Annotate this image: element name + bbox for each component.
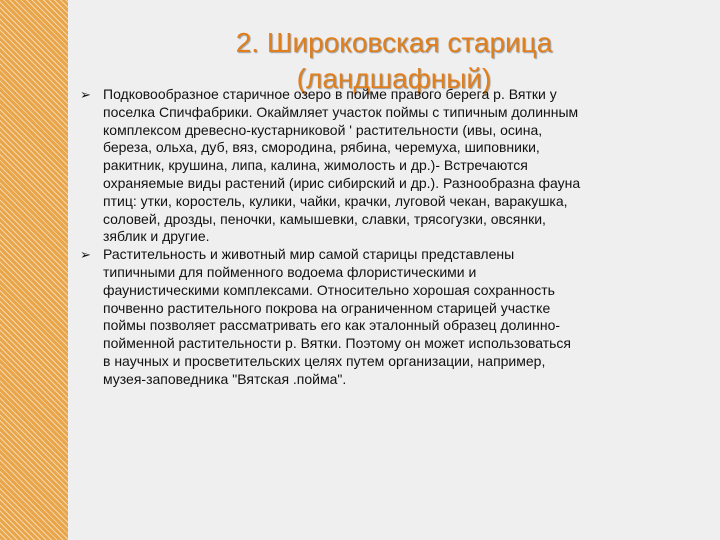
bullet-line: типичными для пойменного водоема флористическими и: [103, 263, 477, 280]
bullet-line: ракитник, крушина, липа, калина, жимолость и др.)- Встречаются: [103, 157, 528, 174]
bullet-line: Подковообразное старичное озеро в пойме правого берега р. Вятки у: [103, 86, 557, 102]
slide-title-line-1: 2. Широковская старица: [235, 26, 553, 58]
slide-content: [68, 0, 720, 540]
bullet-line: охраняемые виды растений (ирис сибирский и др.). Разнообразна фауна: [103, 174, 581, 191]
bullet-line: зяблик и другие.: [103, 228, 210, 245]
bullet-text: [103, 86, 700, 246]
bullet-line: соловей, дрозды, пеночки, камышевки, славки, трясогузки, овсянки,: [103, 210, 546, 227]
bullet-line: комплексом древесно-кустарниковой ' растительности (ивы, осина,: [103, 121, 543, 138]
arrow-bullet-icon: ➢: [80, 87, 91, 102]
bullet-line: почвенно растительного покрова на ограниченном старицей участке: [103, 299, 551, 316]
bullet-line: береза, ольха, дуб, вяз, смородина, рябина, черемуха, шиповники,: [103, 139, 540, 156]
bullet-line: поймы позволяет рассматривать его как эталонный образец долинно-: [103, 317, 561, 334]
bullet-line: музея-заповедника "Вятская .пойма".: [103, 370, 347, 387]
decorative-stripe-panel: [0, 0, 68, 540]
bullet-line: поселка Спичфабрики. Окаймляет участок поймы с типичным долинным: [103, 103, 579, 120]
slide-title-line-2: (ландшафный): [296, 62, 492, 94]
bullet-list: [80, 86, 700, 389]
bullet-item-location: [80, 86, 700, 246]
bullet-line: фаунистическими комплексами. Относительно хорошая сохранность: [103, 281, 555, 298]
arrow-bullet-icon: ➢: [80, 247, 91, 263]
bullet-line: Растительность и животный мир самой старицы представлены: [103, 246, 515, 263]
bullet-text: [103, 246, 700, 388]
bullet-line: птиц: утки, коростель, кулики, чайки, крачки, луговой чекан, варакушка,: [103, 192, 568, 209]
bullet-item-flora-fauna: [80, 246, 700, 388]
bullet-line: в научных и просветительских целях путем организации, например,: [103, 352, 546, 369]
bullet-line: пойменной растительности р. Вятки. Поэтому он может использоваться: [103, 335, 571, 352]
